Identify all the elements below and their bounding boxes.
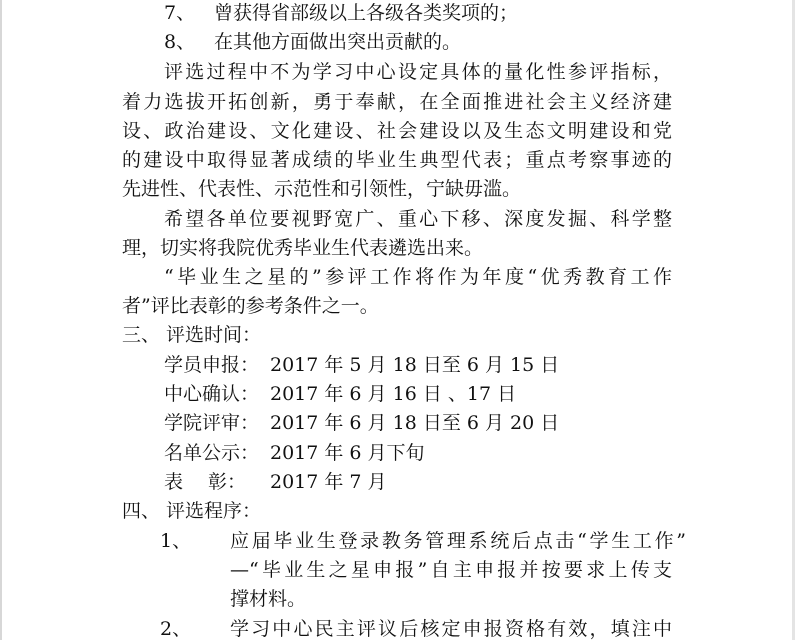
criteria-item-8-number: 8、: [164, 31, 196, 53]
paragraph-1-line-1: 评选过程中不为学习中心设定具体的量化性参评指标，: [164, 61, 672, 83]
step-2-number: 2、: [160, 618, 192, 640]
paragraph-3-line-2: 者”评比表彰的参考条件之一。: [122, 295, 379, 317]
page-left-edge: [0, 0, 2, 640]
step-2-line-1: 学习中心民主评议后核定申报资格有效，填注中: [230, 618, 672, 640]
section-4-heading: 四、 评选程序：: [122, 500, 262, 522]
schedule-label-confirm: 中心确认：: [164, 383, 260, 405]
step-1-line-3: 撑材料。: [230, 588, 307, 610]
paragraph-3-line-1: “毕业生之星的”参评工作将作为年度“优秀教育工作: [164, 266, 672, 288]
paragraph-2-line-1: 希望各单位要视野宽广、重心下移、深度发掘、科学整: [164, 208, 672, 230]
paragraph-1-line-2: 着力选拔开拓创新，勇于奉献，在全面推进社会主义经济建: [122, 91, 672, 113]
schedule-label-review: 学院评审：: [164, 412, 260, 434]
schedule-value-publicity: 2017 年 6 月下旬: [270, 442, 425, 464]
criteria-item-7-text: 曾获得省部级以上各级各类奖项的；: [214, 2, 519, 24]
schedule-value-apply: 2017 年 5 月 18 日至 6 月 15 日: [270, 354, 560, 376]
paragraph-1-line-3: 设、政治建设、文化建设、社会建设以及生态文明建设和党: [122, 120, 672, 142]
step-1-line-1: 应届毕业生登录教务管理系统后点击“学生工作”: [230, 530, 686, 552]
schedule-value-confirm: 2017 年 6 月 16 日 、17 日: [270, 383, 517, 405]
schedule-label-commendation: 表 彰：: [164, 471, 247, 493]
paragraph-1-line-4: 的建设中取得显著成绩的毕业生典型代表；重点考察事迹的: [122, 149, 672, 171]
schedule-label-publicity: 名单公示：: [164, 442, 260, 464]
section-3-heading: 三、 评选时间：: [122, 324, 262, 346]
paragraph-1-line-5: 先进性、代表性、示范性和引领性，宁缺毋滥。: [122, 178, 522, 200]
schedule-label-apply: 学员申报：: [164, 354, 260, 376]
criteria-item-7-number: 7、: [164, 2, 196, 24]
criteria-item-8-text: 在其他方面做出突出贡献的。: [214, 31, 462, 53]
schedule-value-commendation: 2017 年 7 月: [270, 471, 387, 493]
step-1-number: 1、: [160, 530, 192, 552]
paragraph-2-line-2: 理，切实将我院优秀毕业生代表遴选出来。: [122, 237, 484, 259]
step-1-line-2: —“毕业生之星申报”自主申报并按要求上传支: [230, 559, 672, 581]
schedule-value-review: 2017 年 6 月 18 日至 6 月 20 日: [270, 412, 560, 434]
